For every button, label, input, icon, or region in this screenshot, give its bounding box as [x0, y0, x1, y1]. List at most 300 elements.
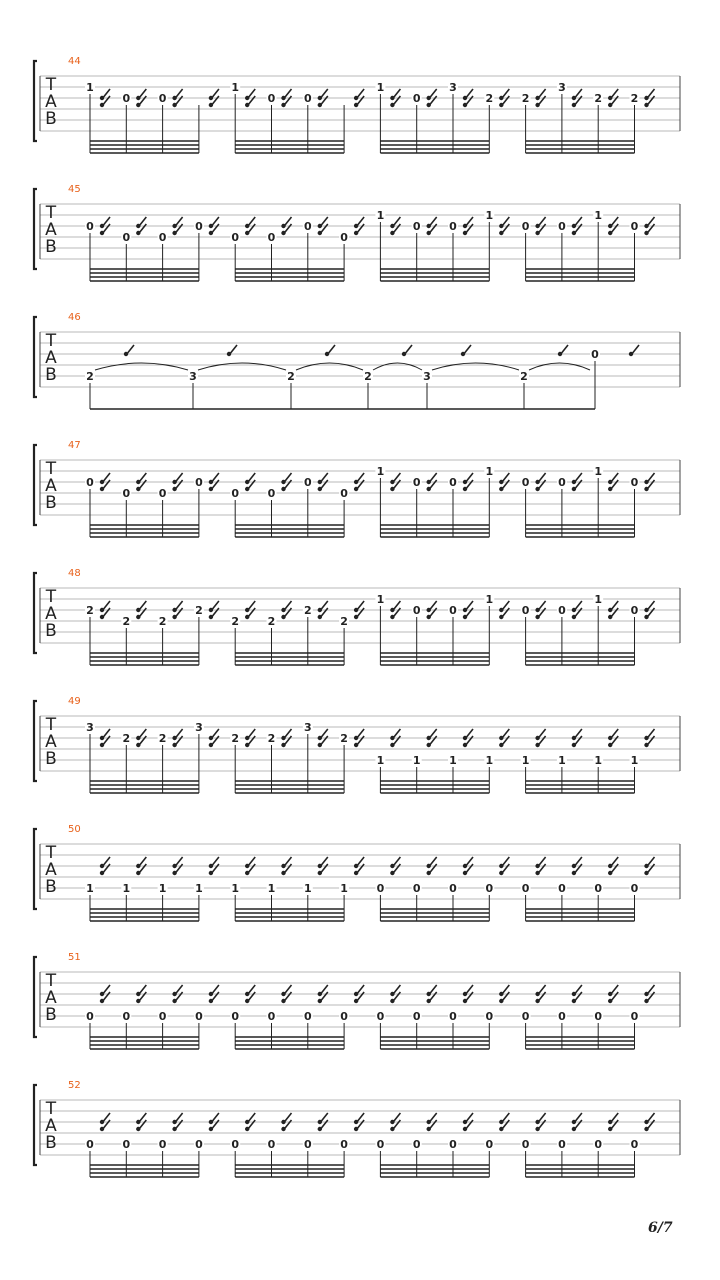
slash-dot [172, 1127, 176, 1131]
system-bracket [34, 445, 37, 525]
fret-number: 0 [558, 476, 566, 489]
fret-number: 0 [412, 1138, 421, 1151]
tab-clef-letter: A [45, 860, 57, 880]
fret-number: 0 [594, 882, 603, 895]
slash-dot [535, 1120, 539, 1124]
fret-number: 2 [340, 732, 348, 745]
slash-dot [100, 103, 104, 107]
slash-dot [100, 992, 104, 996]
slash-dot [463, 864, 467, 868]
slash-dot [172, 103, 176, 107]
fret-number: 0 [195, 476, 203, 489]
slash-dot [209, 999, 213, 1003]
fret-number: 0 [122, 487, 131, 500]
slash-dot [390, 992, 394, 996]
slash-dot [608, 231, 612, 235]
slash-dot [281, 1127, 285, 1131]
slash-dot [354, 999, 358, 1003]
fret-number: 2 [303, 604, 312, 617]
slash-dot [209, 743, 213, 747]
tie [296, 363, 363, 370]
slash-dot [608, 615, 612, 619]
fret-number: 1 [267, 882, 276, 895]
slash-dot [172, 992, 176, 996]
slash-dot [427, 999, 431, 1003]
tab-system [34, 696, 680, 793]
fret-number: 0 [412, 220, 421, 233]
fret-number: 0 [267, 487, 276, 500]
fret-number: 1 [449, 754, 457, 767]
fret-number: 2 [86, 370, 94, 383]
slash-dot [354, 480, 358, 484]
slash-dot [427, 96, 431, 100]
tie [95, 363, 188, 370]
fret-number: 1 [86, 81, 94, 94]
slash-dot [281, 615, 285, 619]
tab-clef-letter: A [45, 988, 57, 1008]
fret-number: 2 [231, 615, 240, 628]
slash-dot [245, 1120, 249, 1124]
slash-dot [390, 480, 394, 484]
fret-number: 0 [412, 882, 421, 895]
slash-dot [572, 1127, 576, 1131]
fret-number: 0 [86, 1010, 94, 1023]
fret-number: 0 [558, 604, 566, 617]
slash-dot [325, 352, 329, 356]
fret-number: 2 [158, 615, 167, 628]
tab-system [34, 56, 680, 153]
slash-dot [499, 992, 503, 996]
slash-dot [572, 480, 576, 484]
tab-clef-letter: T [45, 715, 57, 735]
slash-dot [318, 864, 322, 868]
slash-dot [245, 743, 249, 747]
slash-dot [354, 736, 358, 740]
slash-dot [318, 103, 322, 107]
tab-system [34, 952, 680, 1049]
fret-number: 1 [594, 593, 603, 606]
fret-number: 0 [303, 220, 312, 233]
slash-dot [463, 743, 467, 747]
slash-dot [644, 96, 648, 100]
fret-number: 0 [267, 1138, 276, 1151]
tab-clef-letter: B [45, 109, 57, 129]
fret-number: 0 [340, 231, 348, 244]
slash-dot [535, 615, 539, 619]
slash-dot [172, 999, 176, 1003]
slash-dot [463, 871, 467, 875]
fret-number: 1 [376, 465, 385, 478]
slash-dot [499, 103, 503, 107]
fret-number: 0 [449, 882, 457, 895]
fret-number: 0 [195, 1010, 203, 1023]
slash-dot [281, 992, 285, 996]
tab-clef-letter: T [45, 587, 57, 607]
fret-number: 0 [521, 220, 530, 233]
slash-dot [172, 864, 176, 868]
slash-dot [463, 1127, 467, 1131]
fret-number: 0 [303, 1010, 312, 1023]
slash-dot [354, 871, 358, 875]
slash-dot [499, 224, 503, 228]
slash-dot [318, 480, 322, 484]
slash-dot [608, 736, 612, 740]
slash-dot [136, 103, 140, 107]
fret-number: 0 [485, 882, 494, 895]
slash-dot [608, 871, 612, 875]
slash-dot [245, 608, 249, 612]
slash-dot [209, 992, 213, 996]
system-bracket [34, 189, 37, 269]
fret-number: 0 [521, 604, 530, 617]
slash-dot [136, 487, 140, 491]
tab-clef-letter: B [45, 749, 57, 769]
slash-dot [136, 480, 140, 484]
fret-number: 0 [449, 476, 457, 489]
tab-system [34, 1080, 680, 1177]
fret-number: 0 [376, 1138, 385, 1151]
fret-number: 0 [122, 231, 131, 244]
slash-dot [245, 231, 249, 235]
fret-number: 1 [485, 209, 494, 222]
fret-number: 2 [287, 370, 295, 383]
fret-number: 1 [376, 209, 385, 222]
slash-dot [463, 608, 467, 612]
slash-dot [281, 871, 285, 875]
slash-dot [427, 615, 431, 619]
slash-dot [535, 999, 539, 1003]
fret-number: 0 [340, 1010, 348, 1023]
slash-dot [136, 608, 140, 612]
fret-number: 0 [231, 1138, 240, 1151]
slash-dot [499, 871, 503, 875]
slash-dot [608, 992, 612, 996]
fret-number: 2 [195, 604, 203, 617]
slash-dot [461, 352, 465, 356]
tie [432, 363, 519, 370]
slash-dot [572, 999, 576, 1003]
slash-dot [318, 231, 322, 235]
slash-dot [245, 736, 249, 740]
tab-clef-letter: T [45, 843, 57, 863]
slash-dot [124, 352, 128, 356]
tab-clef-letter: B [45, 493, 57, 513]
slash-dot [136, 999, 140, 1003]
slash-dot [535, 743, 539, 747]
slash-dot [245, 487, 249, 491]
slash-dot [318, 1120, 322, 1124]
slash-dot [608, 1127, 612, 1131]
slash-dot [644, 224, 648, 228]
slash-dot [499, 608, 503, 612]
slash-dot [499, 736, 503, 740]
slash-dot [535, 487, 539, 491]
slash-dot [558, 352, 562, 356]
slash-dot [100, 615, 104, 619]
fret-number: 0 [449, 1010, 457, 1023]
tab-clef-letter: B [45, 365, 57, 385]
slash-dot [354, 103, 358, 107]
tab-clef-letter: T [45, 971, 57, 991]
slash-dot [427, 1120, 431, 1124]
fret-number: 0 [521, 1010, 530, 1023]
slash-dot [644, 871, 648, 875]
tie [529, 363, 590, 370]
tab-clef-letter: B [45, 1005, 57, 1025]
tab-clef-letter: T [45, 1099, 57, 1119]
fret-number: 0 [412, 92, 421, 105]
slash-dot [572, 864, 576, 868]
slash-dot [354, 231, 358, 235]
tab-clef-letter: T [45, 331, 57, 351]
fret-number: 2 [340, 615, 348, 628]
slash-dot [644, 608, 648, 612]
slash-dot [209, 864, 213, 868]
fret-number: 1 [158, 882, 167, 895]
slash-dot [463, 992, 467, 996]
slash-dot [390, 736, 394, 740]
fret-number: 3 [189, 370, 197, 383]
slash-dot [535, 231, 539, 235]
tab-clef-letter: B [45, 877, 57, 897]
slash-dot [100, 1120, 104, 1124]
slash-dot [572, 103, 576, 107]
slash-dot [209, 608, 213, 612]
slash-dot [535, 864, 539, 868]
fret-number: 1 [412, 754, 421, 767]
slash-dot [499, 864, 503, 868]
fret-number: 2 [231, 732, 240, 745]
fret-number: 1 [195, 882, 203, 895]
slash-dot [100, 608, 104, 612]
slash-dot [245, 864, 249, 868]
slash-dot [209, 480, 213, 484]
slash-dot [427, 608, 431, 612]
slash-dot [100, 224, 104, 228]
slash-dot [100, 1127, 104, 1131]
slash-dot [209, 1127, 213, 1131]
slash-dot [499, 615, 503, 619]
fret-number: 0 [630, 882, 639, 895]
measure-number: 45 [68, 184, 81, 195]
fret-number: 1 [594, 465, 603, 478]
slash-dot [318, 615, 322, 619]
slash-dot [172, 224, 176, 228]
slash-dot [281, 1120, 285, 1124]
fret-number: 2 [158, 732, 167, 745]
slash-dot [354, 96, 358, 100]
slash-dot [427, 871, 431, 875]
tab-system [34, 312, 680, 409]
fret-number: 2 [122, 615, 131, 628]
slash-dot [463, 480, 467, 484]
slash-dot [499, 231, 503, 235]
slash-dot [136, 736, 140, 740]
fret-number: 0 [630, 220, 639, 233]
slash-dot [644, 999, 648, 1003]
measure-number: 50 [68, 824, 81, 835]
fret-number: 0 [521, 1138, 530, 1151]
tab-clef-letter: A [45, 1116, 57, 1136]
tab-clef-letter: A [45, 92, 57, 112]
system-bracket [34, 701, 37, 781]
slash-dot [227, 352, 231, 356]
fret-number: 1 [231, 81, 240, 94]
slash-dot [245, 103, 249, 107]
slash-dot [245, 480, 249, 484]
tie [373, 363, 422, 370]
fret-number: 3 [449, 81, 457, 94]
fret-number: 0 [86, 1138, 94, 1151]
fret-number: 1 [86, 882, 94, 895]
fret-number: 2 [485, 92, 494, 105]
slash-dot [390, 615, 394, 619]
slash-dot [644, 992, 648, 996]
slash-dot [100, 480, 104, 484]
fret-number: 0 [267, 231, 276, 244]
slash-dot [209, 103, 213, 107]
slash-dot [245, 615, 249, 619]
slash-dot [427, 992, 431, 996]
slash-dot [463, 231, 467, 235]
slash-dot [535, 103, 539, 107]
fret-number: 1 [594, 209, 603, 222]
slash-dot [245, 992, 249, 996]
slash-dot [136, 871, 140, 875]
slash-dot [281, 864, 285, 868]
slash-dot [644, 615, 648, 619]
system-bracket [34, 317, 37, 397]
slash-dot [318, 736, 322, 740]
slash-dot [281, 96, 285, 100]
fret-number: 0 [122, 1138, 131, 1151]
tab-clef-letter: B [45, 621, 57, 641]
fret-number: 0 [558, 882, 566, 895]
slash-dot [572, 608, 576, 612]
slash-dot [281, 224, 285, 228]
slash-dot [390, 231, 394, 235]
slash-dot [390, 1127, 394, 1131]
tab-system [34, 440, 680, 537]
slash-dot [427, 743, 431, 747]
slash-dot [608, 487, 612, 491]
measure-number: 46 [68, 312, 81, 323]
measure-number: 44 [68, 56, 81, 67]
tab-clef-letter: T [45, 75, 57, 95]
fret-number: 1 [630, 754, 639, 767]
fret-number: 2 [267, 615, 276, 628]
fret-number: 0 [267, 92, 276, 105]
slash-dot [172, 871, 176, 875]
slash-dot [354, 615, 358, 619]
slash-dot [427, 231, 431, 235]
fret-number: 0 [303, 92, 312, 105]
fret-number: 2 [630, 92, 639, 105]
fret-number: 2 [267, 732, 276, 745]
slash-dot [354, 1127, 358, 1131]
fret-number: 2 [521, 92, 530, 105]
fret-number: 1 [485, 465, 494, 478]
slash-dot [427, 224, 431, 228]
slash-dot [318, 608, 322, 612]
slash-dot [390, 743, 394, 747]
fret-number: 0 [485, 1138, 494, 1151]
slash-dot [100, 736, 104, 740]
fret-number: 2 [364, 370, 372, 383]
slash-dot [608, 1120, 612, 1124]
fret-number: 1 [521, 754, 530, 767]
slash-dot [390, 96, 394, 100]
fret-number: 0 [303, 1138, 312, 1151]
slash-dot [535, 96, 539, 100]
slash-dot [281, 231, 285, 235]
slash-dot [427, 864, 431, 868]
slash-dot [572, 224, 576, 228]
measure-number: 52 [68, 1080, 81, 1091]
fret-number: 0 [158, 231, 167, 244]
fret-number: 0 [195, 1138, 203, 1151]
fret-number: 0 [122, 1010, 131, 1023]
slash-dot [209, 231, 213, 235]
fret-number: 0 [340, 487, 348, 500]
slash-dot [608, 96, 612, 100]
slash-dot [463, 224, 467, 228]
slash-dot [463, 103, 467, 107]
slash-dot [318, 96, 322, 100]
slash-dot [644, 231, 648, 235]
slash-dot [172, 480, 176, 484]
slash-dot [463, 487, 467, 491]
fret-number: 0 [630, 604, 639, 617]
fret-number: 0 [86, 220, 94, 233]
slash-dot [100, 231, 104, 235]
fret-number: 1 [594, 754, 603, 767]
slash-dot [318, 992, 322, 996]
tab-clef-letter: A [45, 348, 57, 368]
fret-number: 0 [158, 92, 167, 105]
slash-dot [644, 1120, 648, 1124]
slash-dot [572, 871, 576, 875]
slash-dot [136, 743, 140, 747]
slash-dot [608, 743, 612, 747]
slash-dot [608, 864, 612, 868]
slash-dot [390, 103, 394, 107]
slash-dot [245, 96, 249, 100]
slash-dot [172, 487, 176, 491]
slash-dot [390, 871, 394, 875]
slash-dot [209, 487, 213, 491]
slash-dot [463, 999, 467, 1003]
slash-dot [390, 224, 394, 228]
slash-dot [354, 608, 358, 612]
fret-number: 0 [158, 1010, 167, 1023]
tab-clef-letter: B [45, 237, 57, 257]
slash-dot [172, 96, 176, 100]
slash-dot [644, 1127, 648, 1131]
system-bracket [34, 957, 37, 1037]
slash-dot [427, 103, 431, 107]
fret-number: 0 [267, 1010, 276, 1023]
slash-dot [245, 224, 249, 228]
slash-dot [463, 1120, 467, 1124]
tie [198, 363, 286, 370]
slash-dot [209, 615, 213, 619]
slash-dot [390, 487, 394, 491]
slash-dot [281, 736, 285, 740]
fret-number: 0 [630, 1010, 639, 1023]
slash-dot [402, 352, 406, 356]
fret-number: 0 [591, 348, 599, 361]
